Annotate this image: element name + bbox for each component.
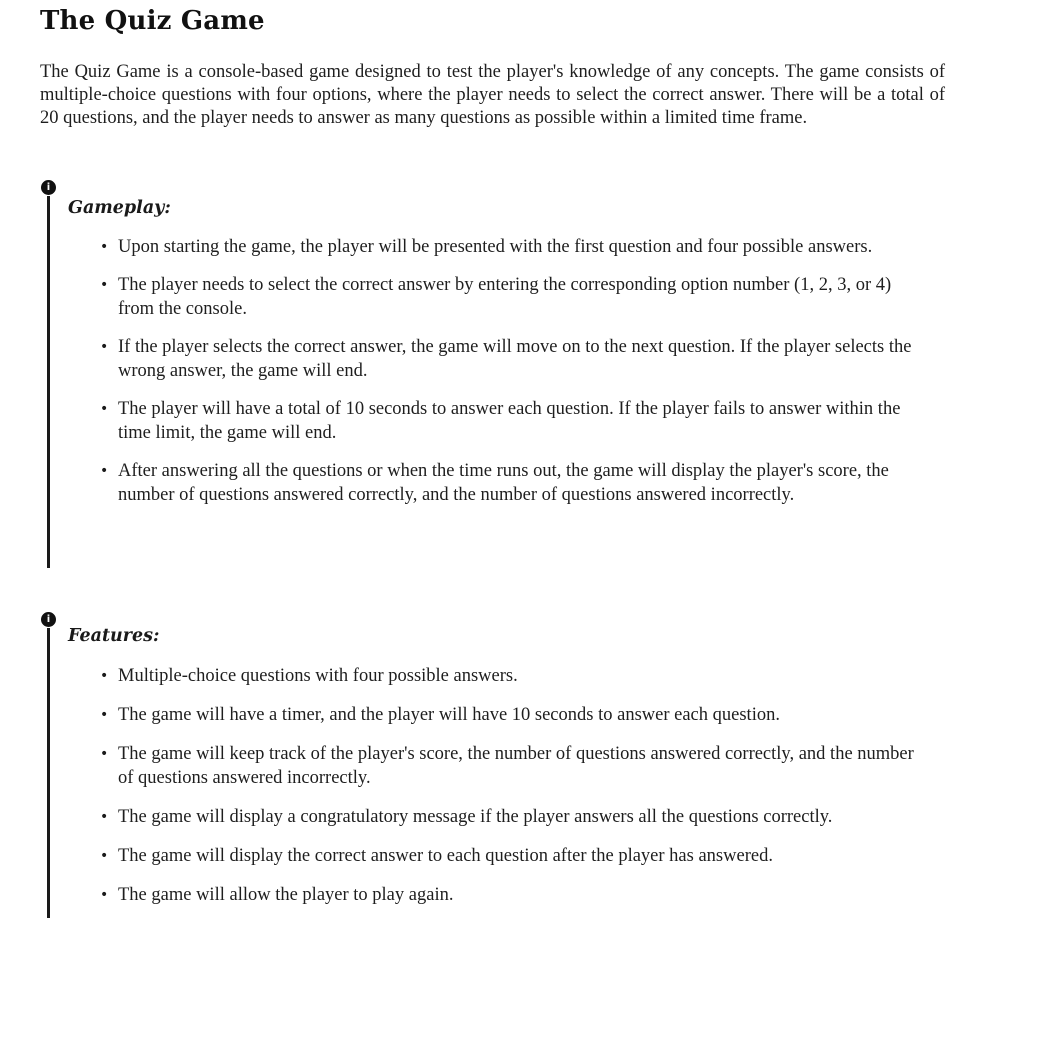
bullet-icon: • [100,463,109,479]
list-item-text: Multiple-choice questions with four possible answers. [118,666,518,686]
list-item [100,883,926,907]
intro-paragraph: The Quiz Game is a console-based game designed to test the player's knowledge of any concepts. The game consists of multiple-choice questions with four options, where the player needs to select the correct answer. There will be a total of 20 questions, and the player needs to answer as many questions as possible within a limited time frame. [40,62,945,129]
list-item-text: The game will allow the player to play again. [118,885,454,905]
list-item-text: If the player selects the correct answer, the game will move on to the next question. If the player selects the wrong answer, the game will end. [118,337,912,381]
features-heading: Features: [68,626,160,646]
list-item [100,703,926,727]
bullet-icon: • [100,707,109,723]
list-item [100,335,926,383]
bullet-icon: • [100,746,109,762]
bullet-icon: • [100,401,109,417]
list-item-text: The game will display a congratulatory message if the player answers all the questions correctly. [118,807,833,827]
list-item [100,235,926,259]
list-item [100,397,926,445]
section-vertical-rule [47,628,50,918]
gameplay-list [100,235,926,521]
list-item-text: The game will keep track of the player's score, the number of questions answered correctly, and the number of questions answered incorrectly. [118,744,914,788]
list-item-text: The player will have a total of 10 seconds to answer each question. If the player fails to answer within the time limit, the game will end. [118,399,901,443]
bullet-icon: • [100,277,109,293]
gameplay-section [0,180,1042,568]
info-marker-icon: i [41,180,56,195]
section-vertical-rule [47,196,50,568]
list-item [100,742,926,790]
bullet-icon: • [100,339,109,355]
gameplay-heading: Gameplay: [68,198,171,218]
list-item-text: After answering all the questions or when the time runs out, the game will display the player's score, the number of questions answered correctly, and the number of questions answered incorrectly. [118,461,889,505]
bullet-icon: • [100,887,109,903]
features-list [100,664,926,922]
bullet-icon: • [100,668,109,684]
bullet-icon: • [100,848,109,864]
bullet-icon: • [100,809,109,825]
list-item-text: The game will display the correct answer to each question after the player has answered. [118,846,773,866]
list-item-text: The game will have a timer, and the player will have 10 seconds to answer each question. [118,705,780,725]
features-section [0,612,1042,918]
list-item [100,844,926,868]
bullet-icon: • [100,239,109,255]
list-item-text: Upon starting the game, the player will be presented with the first question and four possible answers. [118,237,873,257]
page-title: The Quiz Game [40,6,265,36]
list-item [100,273,926,321]
info-marker-icon: i [41,612,56,627]
list-item-text: The player needs to select the correct answer by entering the corresponding option number (1, 2, 3, or 4) from the console. [118,275,892,319]
list-item [100,459,926,507]
list-item [100,805,926,829]
list-item [100,664,926,688]
